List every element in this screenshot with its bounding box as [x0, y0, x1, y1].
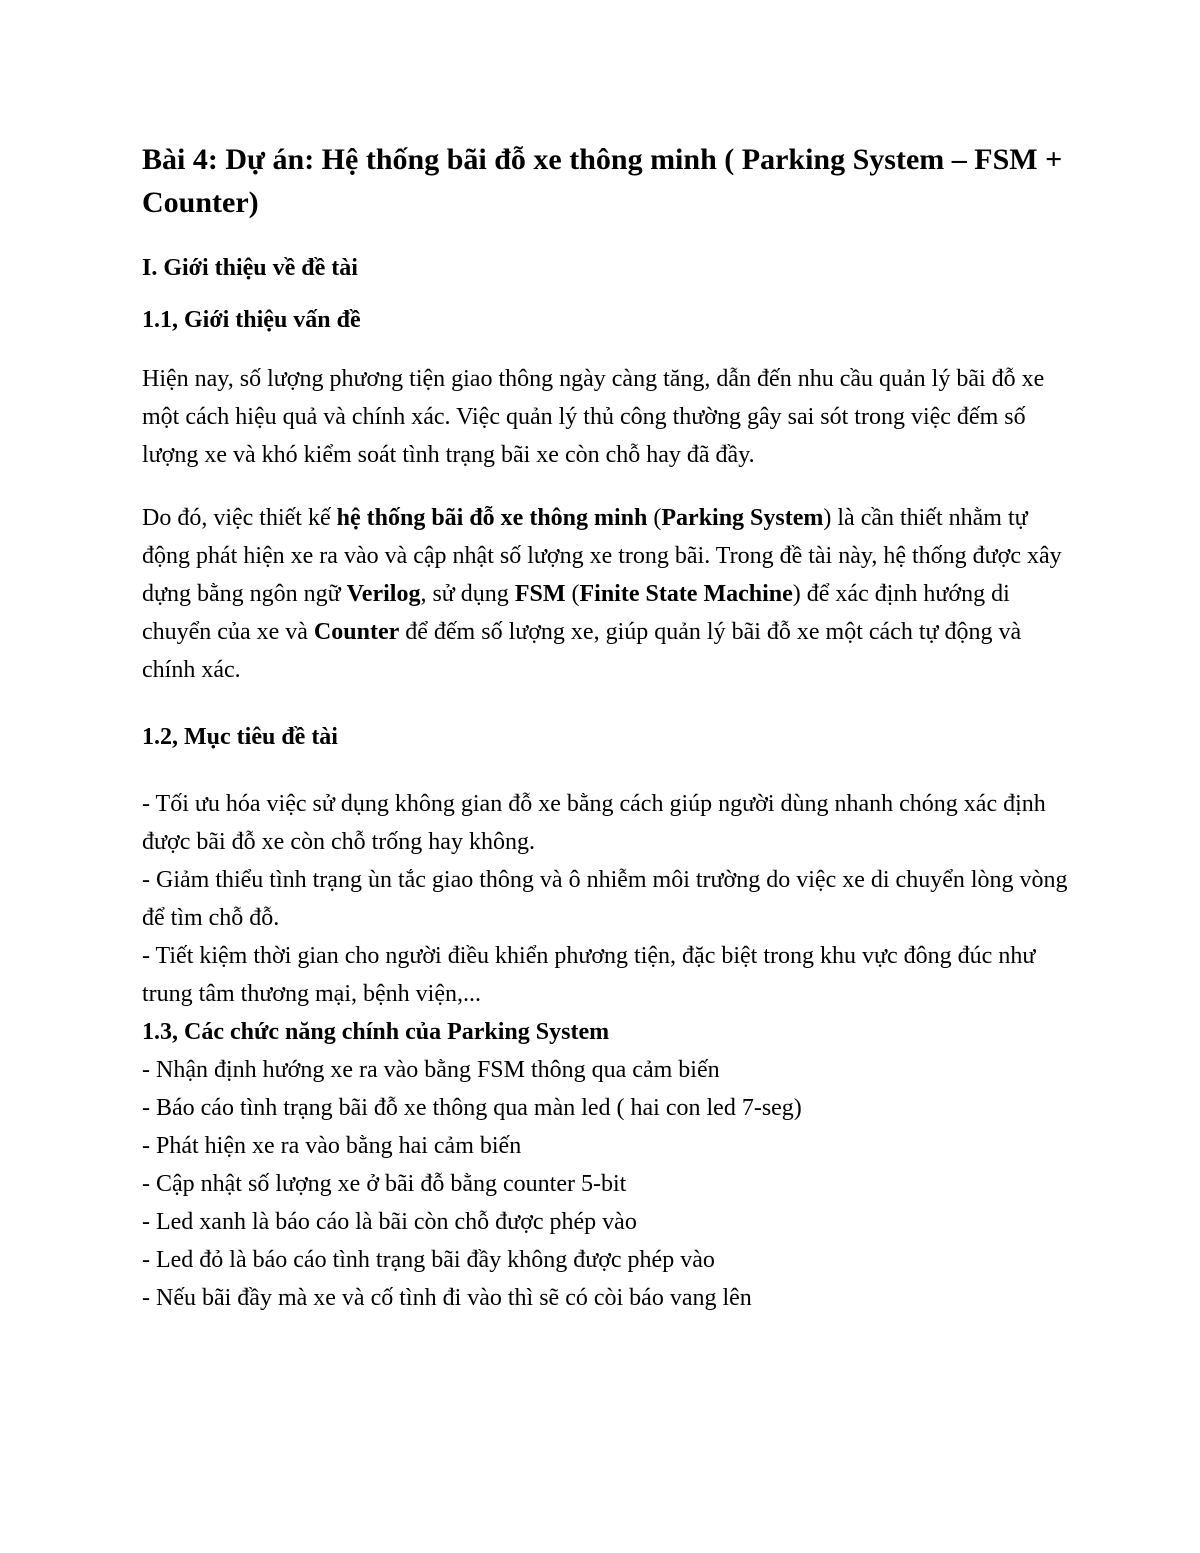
- bold-term: Finite State Machine: [579, 581, 793, 607]
- goals-list: [142, 785, 1072, 1013]
- bold-term: Counter: [313, 619, 400, 645]
- paragraph-problem: Hiện nay, số lượng phương tiện giao thông ngày càng tăng, dẫn đến nhu cầu quản lý bãi đỗ xe một cách hiệu quả và chính xác. Việc quản lý thủ công thường gây sai sót trong việc đếm số lượng xe và khó kiểm soát tình trạng bãi xe còn chỗ hay đã đầy.: [142, 366, 1045, 468]
- list-item: - Tiết kiệm thời gian cho người điều khiển phương tiện, đặc biệt trong khu vực đông đúc như trung tâm thương mại, bệnh viện,...: [142, 943, 1036, 1007]
- list-item: - Tối ưu hóa việc sử dụng không gian đỗ xe bằng cách giúp người dùng nhanh chóng xác định được bãi đỗ xe còn chỗ trống hay không.: [142, 791, 1046, 855]
- functions-list: [142, 1051, 1072, 1317]
- subsection-heading-goals: 1.2, Mục tiêu đề tài: [142, 724, 338, 750]
- section-heading-intro: I. Giới thiệu về đề tài: [142, 255, 358, 281]
- list-item: - Phát hiện xe ra vào bằng hai cảm biến: [142, 1133, 522, 1159]
- list-item: - Cập nhật số lượng xe ở bãi đỗ bằng counter 5-bit: [142, 1171, 627, 1197]
- subsection-heading-problem: 1.1, Giới thiệu vấn đề: [142, 307, 361, 333]
- document-title: Bài 4: Dự án: Hệ thống bãi đỗ xe thông minh ( Parking System – FSM + Counter): [142, 143, 1063, 219]
- list-item: - Nếu bãi đầy mà xe và cố tình đi vào thì sẽ có còi báo vang lên: [142, 1285, 752, 1311]
- list-item: - Led xanh là báo cáo là bãi còn chỗ được phép vào: [142, 1209, 637, 1235]
- bold-term: hệ thống bãi đỗ xe thông minh: [336, 505, 648, 531]
- list-item: - Nhận định hướng xe ra vào bằng FSM thông qua cảm biến: [142, 1057, 720, 1083]
- bold-term: FSM: [514, 581, 566, 607]
- bold-term: Verilog: [346, 581, 421, 607]
- subsection-heading-functions: 1.3, Các chức năng chính của Parking System: [142, 1019, 610, 1045]
- document-page: [142, 138, 1072, 1317]
- list-item: - Led đỏ là báo cáo tình trạng bãi đầy không được phép vào: [142, 1247, 715, 1273]
- paragraph-solution: Do đó, việc thiết kế hệ thống bãi đỗ xe thông minh (Parking System) là cần thiết nhằm tự động phát hiện xe ra vào và cập nhật số lượng xe trong bãi. Trong đề tài này, hệ thống được xây dựng bằng ngôn ngữ Verilog, sử dụng FSM (Finite State Machine) để xác định hướng di chuyển của xe và Counter để đếm số lượng xe, giúp quản lý bãi đỗ xe một cách tự động và chính xác.: [142, 505, 1062, 683]
- list-item: - Báo cáo tình trạng bãi đỗ xe thông qua màn led ( hai con led 7-seg): [142, 1095, 802, 1121]
- list-item: - Giảm thiểu tình trạng ùn tắc giao thông và ô nhiễm môi trường do việc xe di chuyển lòng vòng để tìm chỗ đỗ.: [142, 867, 1068, 931]
- bold-term: Parking System: [661, 505, 824, 531]
